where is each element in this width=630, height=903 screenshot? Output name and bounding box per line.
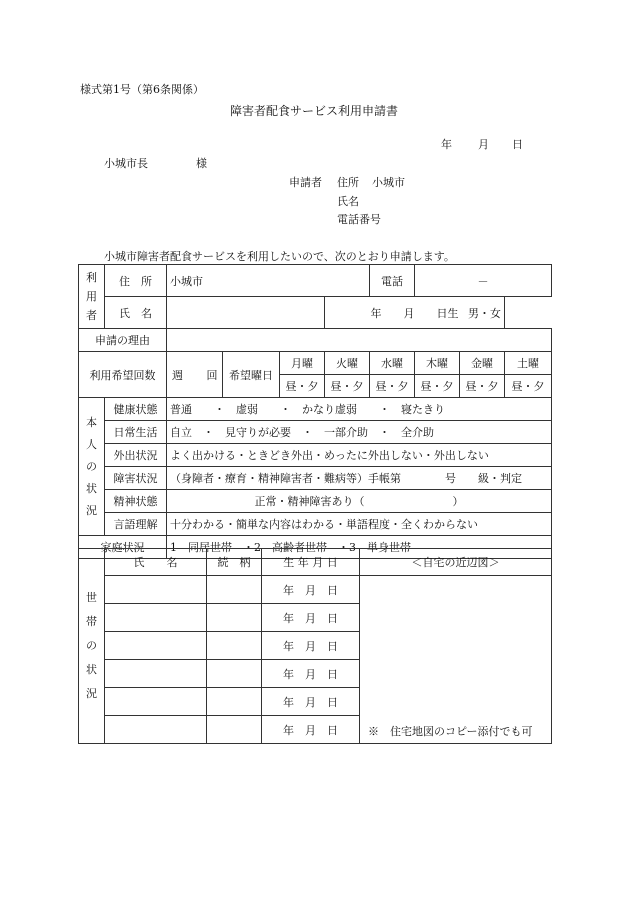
household-name-cell[interactable] (105, 632, 207, 660)
meal-wed[interactable]: 昼・夕 (370, 375, 415, 398)
meal-fri[interactable]: 昼・夕 (460, 375, 505, 398)
meal-sat[interactable]: 昼・夕 (505, 375, 552, 398)
household-name-cell[interactable] (105, 716, 207, 744)
user-address-field[interactable]: 小城市 (167, 265, 370, 297)
household-name-cell[interactable] (105, 688, 207, 716)
usage-times: 回 (206, 368, 218, 382)
user-phone-field[interactable]: － (415, 265, 552, 297)
status-value-daily[interactable]: 自立 ・ 見守りが必要 ・ 一部介助 ・ 全介助 (167, 421, 552, 444)
household-name-cell[interactable] (105, 576, 207, 604)
household-header-name: 氏 名 (105, 549, 207, 576)
day-sat: 土曜 (505, 352, 552, 375)
household-relation-cell[interactable] (207, 604, 262, 632)
applicant-address-value: 小城市 (372, 176, 405, 189)
status-label-language: 言語理解 (105, 513, 167, 536)
household-relation-cell[interactable] (207, 576, 262, 604)
usage-times-field[interactable] (167, 352, 223, 398)
household-header-map: ＜自宅の近辺図＞ (360, 549, 552, 576)
household-birth-cell[interactable]: 年 月 日 (262, 576, 360, 604)
user-birth-field[interactable] (325, 297, 505, 329)
household-name-cell[interactable] (105, 604, 207, 632)
meal-thu[interactable]: 昼・夕 (415, 375, 460, 398)
status-label-outing: 外出状況 (105, 444, 167, 467)
day-thu: 木曜 (415, 352, 460, 375)
household-header-relation: 続 柄 (207, 549, 262, 576)
household-header-birth: 生 年 月 日 (262, 549, 360, 576)
application-form-table (78, 264, 552, 559)
user-gender[interactable]: 男・女 (468, 306, 501, 320)
household-relation-cell[interactable] (207, 632, 262, 660)
usage-week: 週 (172, 368, 183, 382)
household-relation-cell[interactable] (207, 660, 262, 688)
applicant-label: 申請者 (289, 176, 322, 189)
household-birth-cell[interactable]: 年 月 日 (262, 688, 360, 716)
usage-label: 利用希望回数 (79, 352, 167, 398)
form-number: 様式第1号（第6条関係） (80, 83, 204, 96)
meal-tue[interactable]: 昼・夕 (325, 375, 370, 398)
reason-label: 申請の理由 (79, 329, 167, 352)
page-title: 障害者配食サービス利用申請書 (230, 104, 399, 118)
household-birth-cell[interactable]: 年 月 日 (262, 604, 360, 632)
household-relation-cell[interactable] (207, 716, 262, 744)
day-fri: 金曜 (460, 352, 505, 375)
family-label: 家庭状況 (79, 536, 167, 559)
date-day: 日 (512, 138, 523, 151)
date-year: 年 (441, 138, 452, 151)
status-value-language[interactable]: 十分わかる・簡単な内容はわかる・単語程度・全くわからない (167, 513, 552, 536)
household-table (78, 548, 552, 744)
household-relation-cell[interactable] (207, 688, 262, 716)
user-name-field[interactable] (167, 297, 325, 329)
status-label-health: 健康状態 (105, 398, 167, 421)
user-address-label: 住 所 (105, 265, 167, 297)
status-label-mental: 精神状態 (105, 490, 167, 513)
day-tue: 火曜 (325, 352, 370, 375)
status-label-disability: 障害状況 (105, 467, 167, 490)
user-birth-text: 年 月 日生 (370, 306, 459, 320)
user-group-label: 利用者 (79, 265, 105, 329)
home-map-area[interactable] (360, 576, 552, 744)
user-phone-label: 電話 (370, 265, 415, 297)
status-value-health[interactable]: 普通 ・ 虚弱 ・ かなり虚弱 ・ 寝たきり (167, 398, 552, 421)
day-mon: 月曜 (280, 352, 325, 375)
status-value-disability[interactable]: （身障者・療育・精神障害者・難病等）手帳第 号 級・判定 (167, 467, 552, 490)
usage-days-label: 希望曜日 (223, 352, 280, 398)
map-note: ※ 住宅地図のコピー添付でも可 (368, 725, 533, 738)
date-month: 月 (478, 138, 489, 151)
intro-text: 小城市障害者配食サービスを利用したいので、次のとおり申請します。 (104, 250, 455, 263)
applicant-address-label: 住所 (337, 176, 359, 189)
meal-mon[interactable]: 昼・夕 (280, 375, 325, 398)
household-birth-cell[interactable]: 年 月 日 (262, 632, 360, 660)
status-value-outing[interactable]: よく出かける・ときどき外出・めったに外出しない・外出しない (167, 444, 552, 467)
status-value-mental[interactable]: 正常・精神障害あり（ ） (167, 490, 552, 513)
reason-field[interactable] (167, 329, 552, 352)
applicant-name-label: 氏名 (337, 195, 359, 208)
applicant-phone-label: 電話番号 (337, 213, 381, 226)
family-value[interactable]: 1 同居世帯 ・2 高齢者世帯 ・3 単身世帯 (167, 536, 552, 559)
honorific: 様 (196, 157, 207, 170)
household-birth-cell[interactable]: 年 月 日 (262, 660, 360, 688)
user-name-label: 氏 名 (105, 297, 167, 329)
day-wed: 水曜 (370, 352, 415, 375)
household-group-label: 世帯の状況 (79, 549, 105, 744)
addressee: 小城市長 (104, 157, 148, 170)
status-label-daily: 日常生活 (105, 421, 167, 444)
household-name-cell[interactable] (105, 660, 207, 688)
household-birth-cell[interactable]: 年 月 日 (262, 716, 360, 744)
status-group-label: 本人の状況 (79, 398, 105, 536)
